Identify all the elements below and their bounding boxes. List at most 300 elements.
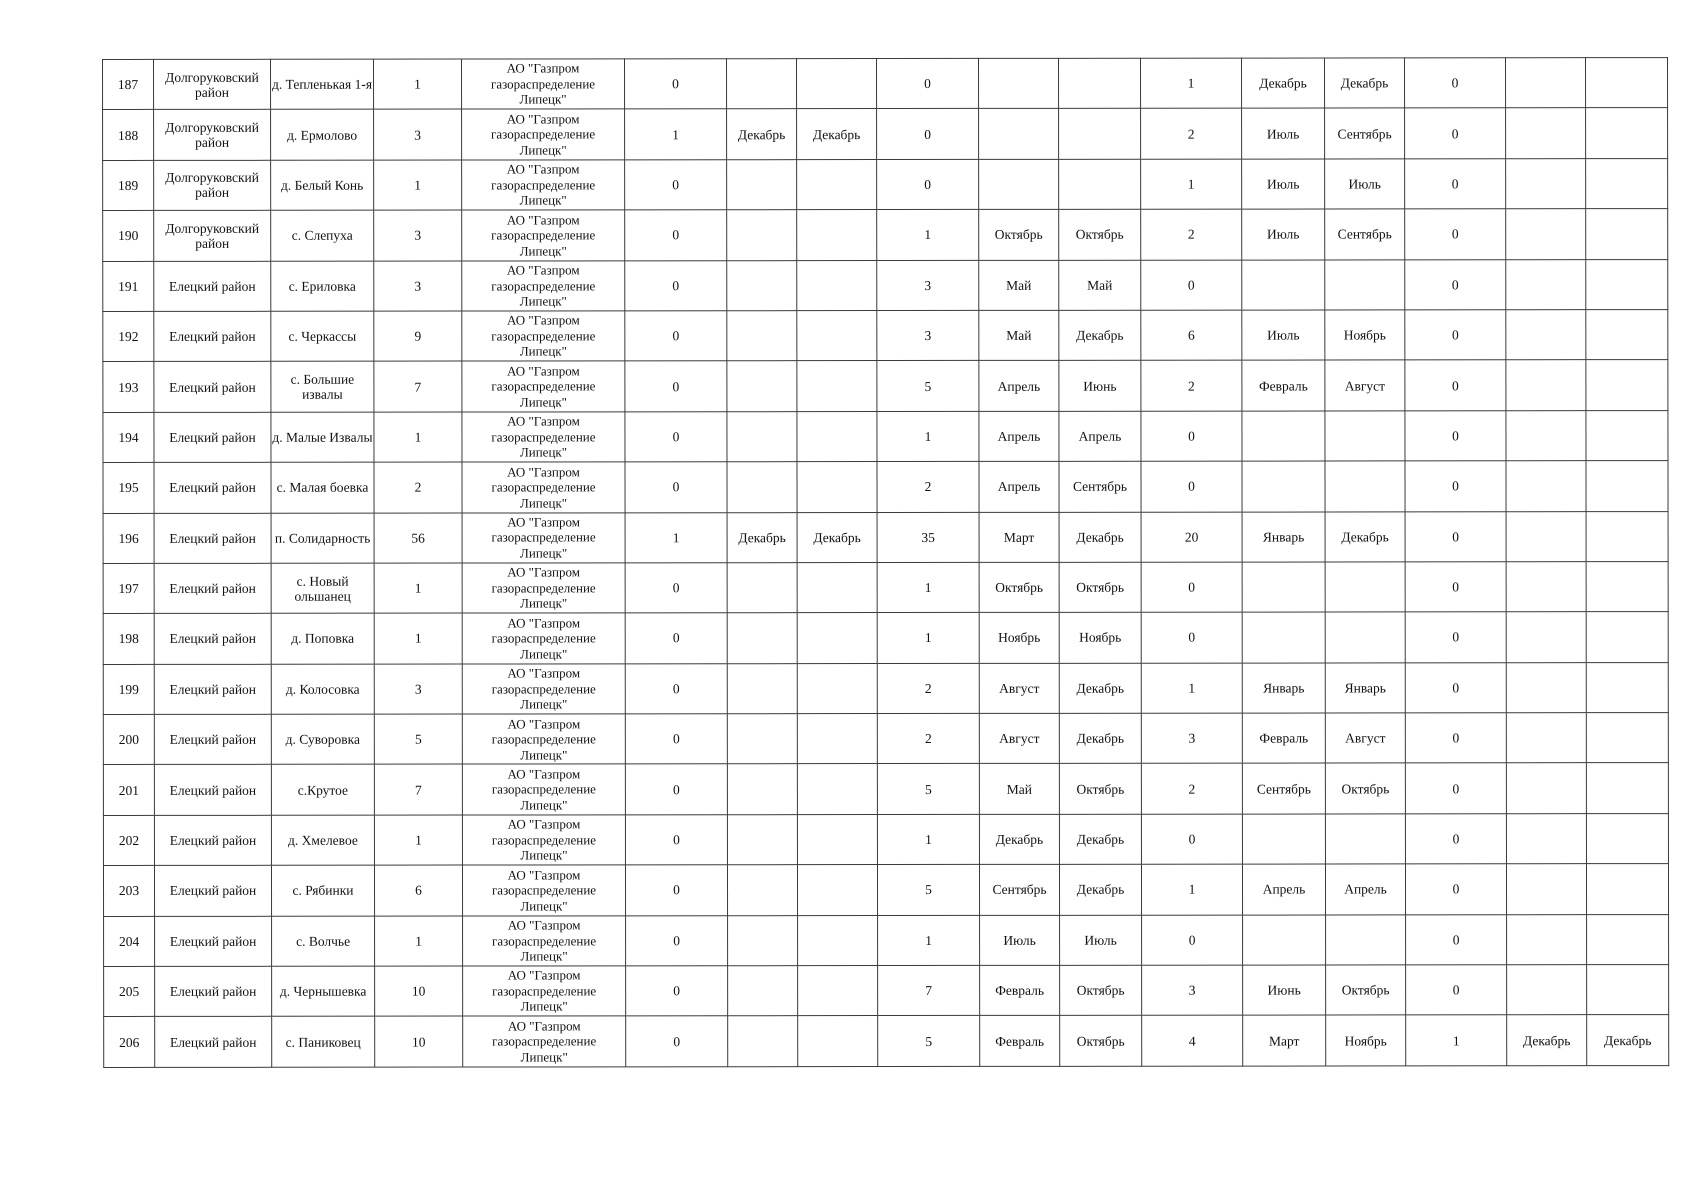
- organization-line: газораспределение: [491, 177, 596, 193]
- cell-start-month-d: [1506, 310, 1586, 360]
- cell-total-count: 1: [374, 815, 462, 865]
- cell-start-month-c: [1242, 461, 1325, 511]
- organization-line: Липецк": [520, 797, 568, 813]
- cell-start-month-b: Апрель: [979, 361, 1059, 411]
- table-body: [103, 58, 1669, 1068]
- cell-settlement: д. Чернышевка: [272, 966, 375, 1017]
- table-row: [103, 360, 1668, 412]
- cell-district: Елецкий район: [155, 916, 272, 967]
- cell-end-month-b: Июнь: [1059, 361, 1141, 411]
- cell-row-number: 195: [103, 463, 154, 513]
- cell-count-c: 4: [1142, 1016, 1243, 1067]
- cell-district: Елецкий район: [154, 311, 271, 362]
- cell-district: Елецкий район: [154, 714, 271, 765]
- cell-end-month-c: [1325, 411, 1405, 461]
- cell-settlement: д. Колосовка: [271, 664, 374, 715]
- organization-line: АО "Газпром: [506, 60, 580, 76]
- cell-total-count: 1: [374, 160, 462, 210]
- cell-organization: [462, 210, 625, 261]
- cell-end-month-c: [1325, 461, 1405, 511]
- cell-end-month-d: [1586, 763, 1668, 813]
- cell-organization: [462, 260, 625, 311]
- cell-start-month-b: Февраль: [980, 1016, 1060, 1066]
- cell-count-a: 1: [625, 109, 727, 160]
- organization-line: газораспределение: [492, 1033, 597, 1049]
- cell-start-month-c: [1242, 612, 1325, 662]
- cell-settlement: с. Новый ольшанец: [271, 563, 374, 614]
- cell-count-d: 0: [1405, 814, 1506, 865]
- cell-end-month-c: Январь: [1325, 663, 1405, 713]
- organization-line: газораспределение: [491, 882, 597, 898]
- organization-line: газораспределение: [491, 529, 596, 545]
- cell-count-a: 0: [625, 361, 727, 412]
- cell-start-month-b: Сентябрь: [979, 865, 1059, 915]
- cell-count-b: 3: [877, 310, 979, 361]
- cell-end-month-b: Ноябрь: [1059, 613, 1141, 663]
- cell-start-month-c: Сентябрь: [1242, 763, 1325, 813]
- cell-settlement: с. Малая боевка: [271, 462, 374, 513]
- cell-organization: [462, 412, 625, 463]
- table-row: [103, 763, 1668, 815]
- cell-start-month-b: [979, 109, 1059, 159]
- cell-start-month-b: Ноябрь: [979, 613, 1059, 663]
- cell-count-b: 2: [877, 714, 979, 765]
- cell-count-c: 0: [1141, 411, 1242, 462]
- cell-total-count: 9: [374, 311, 462, 361]
- cell-start-month-b: [979, 159, 1059, 209]
- organization-line: газораспределение: [491, 429, 596, 445]
- cell-organization: [462, 613, 625, 664]
- cell-settlement: д. Поповка: [271, 613, 374, 664]
- cell-row-number: 205: [104, 966, 155, 1016]
- cell-end-month-b: [1058, 58, 1140, 108]
- organization-line: газораспределение: [490, 76, 596, 92]
- cell-end-month-b: [1059, 159, 1141, 209]
- cell-count-c: 1: [1140, 58, 1241, 109]
- cell-end-month-c: Декабрь: [1324, 58, 1404, 108]
- table-row: [104, 914, 1669, 966]
- cell-organization: [462, 764, 625, 815]
- cell-start-month-c: [1242, 814, 1325, 864]
- cell-end-month-a: [797, 714, 877, 764]
- cell-count-a: 0: [626, 1016, 728, 1067]
- cell-count-b: 1: [877, 613, 979, 664]
- cell-count-a: 0: [625, 160, 727, 211]
- organization-line: АО "Газпром: [506, 212, 580, 228]
- cell-count-d: 0: [1405, 612, 1506, 663]
- organization-line: АО "Газпром: [507, 967, 581, 983]
- cell-count-a: 0: [625, 613, 727, 664]
- cell-end-month-c: Апрель: [1325, 864, 1405, 914]
- cell-end-month-d: [1586, 864, 1668, 914]
- cell-count-a: 0: [626, 915, 728, 966]
- cell-end-month-b: Октябрь: [1059, 562, 1141, 612]
- organization-line: газораспределение: [491, 227, 596, 243]
- cell-start-month-c: [1242, 260, 1325, 310]
- cell-organization: [462, 815, 625, 866]
- organization-line: газораспределение: [492, 932, 597, 949]
- cell-count-a: 0: [625, 411, 727, 462]
- organization-line: Липецк": [519, 494, 568, 511]
- cell-organization: [462, 311, 625, 362]
- organization-line: АО "Газпром: [506, 161, 580, 177]
- cell-end-month-a: [797, 865, 877, 915]
- cell-start-month-c: Январь: [1242, 512, 1325, 562]
- cell-settlement: д. Белый Конь: [271, 160, 374, 211]
- cell-end-month-d: [1586, 561, 1668, 611]
- cell-row-number: 201: [103, 765, 154, 815]
- cell-count-b: 1: [877, 210, 979, 261]
- organization-line: АО "Газпром: [507, 715, 581, 732]
- organization-line: Липецк": [519, 394, 567, 410]
- cell-end-month-d: [1586, 360, 1668, 410]
- cell-start-month-a: [727, 59, 797, 109]
- table-row: [103, 612, 1668, 664]
- cell-count-d: 0: [1405, 511, 1506, 562]
- cell-count-b: 5: [877, 361, 979, 412]
- table-row: [103, 713, 1668, 765]
- cell-start-month-b: Октябрь: [979, 562, 1059, 612]
- cell-count-a: 0: [625, 764, 727, 815]
- cell-end-month-c: [1325, 259, 1405, 309]
- table-row: [103, 259, 1668, 311]
- cell-row-number: 197: [103, 563, 154, 613]
- table-row: [103, 310, 1668, 362]
- cell-start-month-c: Июль: [1242, 209, 1325, 259]
- cell-end-month-d: [1586, 713, 1668, 763]
- cell-start-month-d: [1506, 713, 1586, 763]
- cell-district: Елецкий район: [155, 966, 272, 1017]
- table-row: [104, 1015, 1669, 1067]
- cell-count-c: 0: [1141, 814, 1242, 865]
- cell-count-c: 0: [1141, 562, 1242, 613]
- organization-line: АО "Газпром: [507, 766, 581, 782]
- cell-end-month-d: [1587, 965, 1669, 1015]
- gasification-schedule-table: [102, 57, 1669, 1068]
- cell-count-d: 0: [1405, 159, 1506, 210]
- cell-row-number: 194: [103, 412, 154, 462]
- cell-district: Долгоруковский район: [154, 59, 271, 110]
- cell-end-month-d: [1586, 108, 1668, 158]
- organization-line: газораспределение: [491, 580, 596, 596]
- cell-count-a: 0: [625, 462, 727, 513]
- cell-district: Елецкий район: [154, 765, 271, 816]
- cell-row-number: 187: [103, 59, 154, 109]
- cell-start-month-d: [1506, 209, 1586, 259]
- organization-line: АО "Газпром: [507, 917, 581, 933]
- cell-start-month-d: [1506, 360, 1586, 410]
- organization-line: Липецк": [520, 595, 568, 611]
- cell-settlement: с. Волчье: [272, 916, 375, 967]
- cell-count-d: 0: [1405, 713, 1506, 764]
- cell-organization: [462, 361, 625, 412]
- organization-line: газораспределение: [491, 479, 596, 495]
- organization-line: Липецк": [519, 293, 567, 309]
- cell-end-month-a: [797, 613, 877, 663]
- cell-count-d: 0: [1405, 763, 1506, 814]
- cell-start-month-b: Август: [979, 663, 1059, 713]
- cell-organization: [463, 916, 626, 967]
- cell-total-count: 3: [374, 109, 462, 159]
- cell-count-d: 0: [1405, 461, 1506, 512]
- cell-end-month-c: [1325, 814, 1405, 864]
- cell-end-month-c: Август: [1325, 713, 1405, 763]
- cell-count-b: 5: [877, 764, 979, 815]
- cell-count-a: 0: [626, 966, 728, 1017]
- table-container: [102, 57, 1668, 1068]
- cell-count-b: 1: [877, 814, 979, 865]
- cell-count-b: 2: [877, 462, 979, 513]
- cell-settlement: с. Слепуха: [271, 210, 374, 261]
- cell-start-month-a: Декабрь: [727, 512, 797, 562]
- cell-end-month-b: Октябрь: [1060, 965, 1142, 1015]
- cell-start-month-c: Апрель: [1242, 864, 1325, 914]
- cell-district: Елецкий район: [154, 815, 271, 866]
- organization-line: Липецк": [519, 142, 567, 158]
- cell-start-month-a: [727, 210, 797, 260]
- cell-total-count: 1: [374, 59, 462, 109]
- organization-line: АО "Газпром: [507, 867, 581, 883]
- cell-row-number: 206: [104, 1017, 155, 1067]
- cell-start-month-d: [1506, 612, 1586, 662]
- cell-end-month-d: [1586, 813, 1668, 863]
- cell-start-month-c: [1243, 915, 1326, 965]
- organization-line: Липецк": [520, 898, 568, 914]
- cell-start-month-d: [1507, 914, 1587, 964]
- organization-line: Липецк": [520, 998, 568, 1014]
- cell-count-b: 7: [878, 965, 980, 1016]
- cell-row-number: 193: [103, 362, 154, 412]
- cell-end-month-d: [1586, 259, 1668, 309]
- organization-line: АО "Газпром: [506, 312, 580, 328]
- table-row: [103, 209, 1668, 261]
- cell-end-month-a: [797, 764, 877, 814]
- cell-end-month-d: [1587, 914, 1669, 964]
- cell-count-c: 2: [1141, 360, 1242, 411]
- cell-end-month-d: [1586, 410, 1668, 460]
- cell-settlement: п. Солидарность: [271, 513, 374, 564]
- organization-line: газораспределение: [491, 832, 597, 848]
- cell-count-c: 20: [1141, 512, 1242, 563]
- cell-start-month-d: [1506, 259, 1586, 309]
- cell-row-number: 190: [103, 211, 154, 261]
- cell-start-month-d: [1506, 158, 1586, 208]
- cell-count-d: 0: [1405, 411, 1506, 462]
- organization-line: Липецк": [520, 545, 568, 561]
- cell-count-b: 5: [878, 1016, 980, 1067]
- cell-end-month-d: [1586, 158, 1668, 208]
- table-row: [104, 965, 1669, 1017]
- cell-count-c: 1: [1141, 864, 1242, 915]
- cell-end-month-a: [797, 411, 877, 461]
- cell-end-month-a: [798, 966, 878, 1016]
- cell-total-count: 3: [374, 261, 462, 311]
- organization-line: АО "Газпром: [507, 615, 581, 631]
- organization-line: газораспределение: [491, 781, 596, 797]
- cell-end-month-c: Июль: [1325, 159, 1405, 209]
- cell-row-number: 202: [103, 815, 154, 865]
- table-row: [103, 410, 1668, 462]
- cell-count-c: 3: [1142, 965, 1243, 1016]
- cell-organization: [462, 462, 625, 513]
- cell-count-b: 1: [877, 562, 979, 613]
- cell-start-month-b: Август: [979, 713, 1059, 763]
- organization-line: Липецк": [519, 343, 567, 359]
- cell-organization: [462, 865, 625, 916]
- cell-end-month-b: Декабрь: [1059, 663, 1141, 713]
- table-row: [103, 662, 1668, 714]
- cell-start-month-c: Июль: [1242, 310, 1325, 360]
- organization-line: Липецк": [520, 696, 568, 712]
- organization-line: газораспределение: [491, 630, 596, 646]
- cell-end-month-b: Июль: [1060, 915, 1142, 965]
- table-row: [103, 561, 1668, 613]
- cell-end-month-a: [797, 59, 877, 109]
- organization-line: газораспределение: [491, 731, 596, 747]
- cell-count-d: 0: [1405, 864, 1506, 915]
- cell-start-month-a: [727, 260, 797, 310]
- cell-start-month-b: Март: [979, 512, 1059, 562]
- cell-start-month-c: Июнь: [1243, 965, 1326, 1015]
- organization-line: Липецк": [520, 746, 568, 763]
- cell-end-month-c: [1325, 562, 1405, 612]
- cell-end-month-a: [797, 663, 877, 713]
- cell-end-month-a: Декабрь: [797, 109, 877, 159]
- organization-line: Липецк": [520, 646, 568, 662]
- cell-start-month-d: [1506, 511, 1586, 561]
- cell-start-month-b: Апрель: [979, 461, 1059, 511]
- cell-row-number: 191: [103, 261, 154, 311]
- cell-district: Елецкий район: [154, 362, 271, 413]
- cell-start-month-c: [1242, 411, 1325, 461]
- organization-line: АО "Газпром: [507, 564, 580, 580]
- cell-district: Долгоруковский район: [154, 160, 271, 211]
- cell-count-d: 0: [1405, 562, 1506, 613]
- cell-settlement: с. Большие извалы: [271, 362, 374, 413]
- table-row: [103, 511, 1668, 563]
- cell-district: Елецкий район: [154, 664, 271, 715]
- cell-end-month-b: Декабрь: [1059, 864, 1141, 914]
- cell-end-month-b: Октябрь: [1060, 1016, 1142, 1066]
- cell-start-month-d: [1506, 662, 1586, 712]
- cell-district: Елецкий район: [154, 462, 271, 513]
- cell-start-month-d: [1507, 965, 1587, 1015]
- cell-district: Елецкий район: [154, 261, 271, 312]
- organization-line: АО "Газпром: [507, 514, 580, 530]
- cell-count-b: 1: [878, 915, 980, 966]
- cell-start-month-a: Декабрь: [727, 109, 797, 159]
- cell-count-d: 0: [1405, 259, 1506, 310]
- cell-start-month-a: [727, 613, 797, 663]
- cell-start-month-d: [1506, 763, 1586, 813]
- cell-total-count: 3: [374, 664, 462, 714]
- cell-end-month-c: [1326, 915, 1406, 965]
- organization-line: Липецк": [519, 192, 567, 208]
- cell-settlement: д. Хмелевое: [271, 815, 374, 866]
- organization-line: АО "Газпром: [507, 1018, 581, 1034]
- cell-end-month-a: [797, 260, 877, 310]
- cell-start-month-c: Июль: [1242, 108, 1325, 158]
- cell-total-count: 3: [374, 210, 462, 260]
- cell-count-c: 2: [1141, 209, 1242, 260]
- cell-organization: [462, 664, 625, 715]
- cell-organization: [462, 59, 625, 110]
- cell-end-month-a: [797, 462, 877, 512]
- cell-count-d: 0: [1404, 58, 1505, 109]
- cell-count-d: 0: [1405, 209, 1506, 260]
- cell-end-month-b: Октябрь: [1059, 764, 1141, 814]
- cell-total-count: 6: [374, 865, 462, 915]
- organization-line: АО "Газпром: [506, 262, 580, 278]
- cell-row-number: 196: [103, 513, 154, 563]
- organization-line: АО "Газпром: [507, 816, 581, 832]
- cell-end-month-d: [1586, 662, 1668, 712]
- cell-count-a: 0: [625, 663, 727, 714]
- cell-end-month-c: Декабрь: [1325, 511, 1405, 561]
- cell-end-month-c: Август: [1325, 360, 1405, 410]
- cell-start-month-a: [727, 815, 797, 865]
- cell-end-month-d: [1586, 612, 1668, 662]
- cell-count-b: 0: [877, 109, 979, 160]
- cell-end-month-a: [797, 210, 877, 260]
- cell-start-month-c: Февраль: [1242, 713, 1325, 763]
- cell-end-month-d: [1586, 461, 1668, 511]
- cell-start-month-d: [1506, 461, 1586, 511]
- cell-end-month-d: [1585, 58, 1667, 108]
- cell-end-month-d: [1586, 511, 1668, 561]
- cell-start-month-b: Апрель: [979, 411, 1059, 461]
- cell-count-c: 2: [1141, 108, 1242, 159]
- cell-end-month-a: [797, 562, 877, 612]
- cell-count-c: 1: [1141, 159, 1242, 210]
- cell-end-month-b: [1059, 109, 1141, 159]
- cell-total-count: 56: [374, 513, 462, 563]
- cell-district: Долгоруковский район: [154, 210, 271, 261]
- cell-district: Елецкий район: [155, 1017, 272, 1068]
- cell-organization: [462, 563, 625, 614]
- cell-start-month-c: Март: [1243, 1015, 1326, 1065]
- organization-line: Липецк": [520, 847, 568, 863]
- cell-start-month-b: Май: [979, 310, 1059, 360]
- table-row: [103, 813, 1668, 865]
- cell-total-count: 7: [374, 361, 462, 411]
- cell-settlement: д. Суворовка: [271, 714, 374, 765]
- cell-total-count: 1: [374, 563, 462, 613]
- cell-start-month-a: [727, 663, 797, 713]
- cell-row-number: 203: [103, 866, 154, 916]
- cell-organization: [462, 109, 625, 160]
- cell-total-count: 2: [374, 462, 462, 512]
- cell-start-month-a: [727, 714, 797, 764]
- cell-settlement: д. Малые Извалы: [271, 412, 374, 463]
- cell-count-c: 0: [1141, 461, 1242, 512]
- organization-line: АО "Газпром: [507, 363, 580, 379]
- cell-end-month-c: [1325, 612, 1405, 662]
- cell-count-b: 2: [877, 663, 979, 714]
- cell-count-d: 0: [1406, 914, 1507, 965]
- cell-row-number: 204: [104, 916, 155, 966]
- cell-end-month-a: [797, 814, 877, 864]
- cell-start-month-b: Июль: [980, 915, 1060, 965]
- cell-end-month-a: Декабрь: [797, 512, 877, 562]
- cell-start-month-c: Декабрь: [1241, 58, 1324, 108]
- cell-start-month-d: Декабрь: [1507, 1015, 1587, 1065]
- cell-count-d: 0: [1405, 662, 1506, 713]
- cell-count-a: 0: [625, 59, 727, 110]
- cell-end-month-c: Сентябрь: [1325, 108, 1405, 158]
- organization-line: Липецк": [519, 91, 567, 107]
- cell-start-month-d: [1506, 562, 1586, 612]
